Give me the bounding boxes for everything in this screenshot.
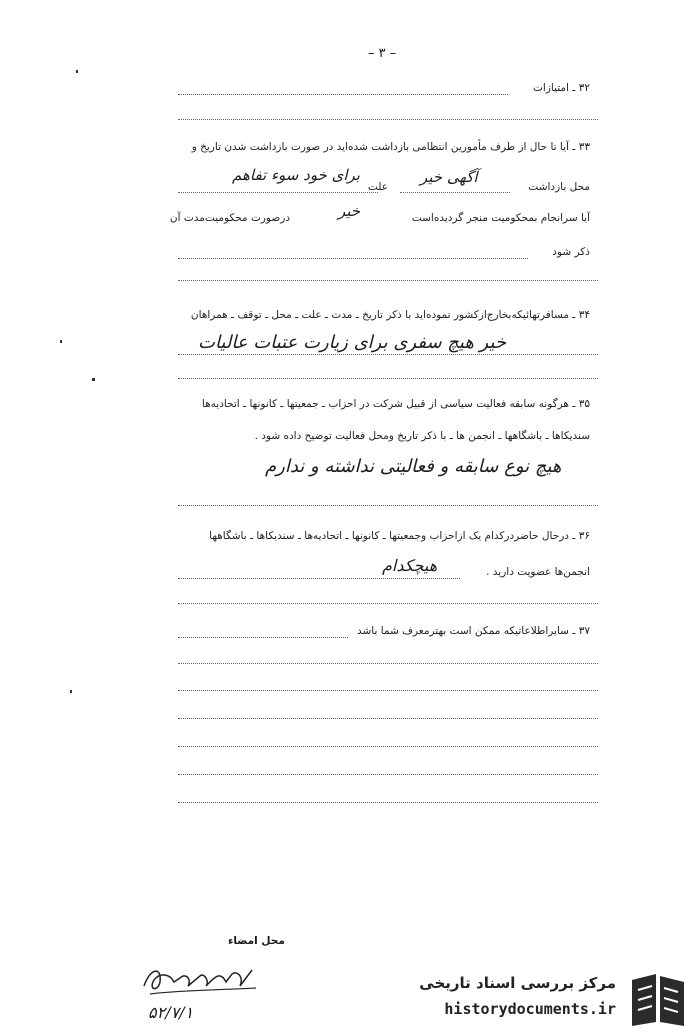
handwritten-signature	[140, 960, 260, 1000]
q37-label: ٣٧ ـ سایراطلاعاتیکه ممکن است بهترمعرف شما باشد	[356, 625, 590, 637]
q37-label-fill	[178, 637, 348, 638]
q36-line-1: ٣۶ ـ درحال حاضردرکدام یک ازاحزاب وجمعیتها ـ کانونها ـ اتحادیه‌ها ـ سندیکاها ـ باشگاهها	[209, 530, 590, 542]
q33-line-1: ٣٣ ـ آیا تا حال از طرف مأمورین انتظامی بازداشت شده‌اید در صورت بازداشت شدن تاریخ و	[191, 141, 590, 153]
signature-date: ۵۲/۷/۱	[148, 1003, 194, 1022]
q32-label: ٣٢ ـ امتیازات	[533, 82, 590, 94]
watermark	[410, 970, 690, 1030]
q35-line-2: سندیکاها ـ باشگاهها ـ انجمن ها ـ با ذکر تاریخ ومحل فعالیت توضیح داده شود .	[254, 430, 590, 442]
scan-speck	[60, 340, 62, 343]
q34-fill-line-1	[178, 354, 598, 355]
q33-line-4: ذکر شود	[552, 246, 590, 258]
q37-fill-line-5	[178, 774, 598, 775]
q37-fill-line-2	[178, 690, 598, 691]
scan-speck	[70, 690, 72, 693]
q33-place-fill	[400, 192, 510, 193]
watermark-url: historydocuments.ir	[444, 1000, 616, 1018]
q35-line-1: ٣۵ ـ هرگونه سابقه فعالیت سیاسی از قبیل شرکت در احزاب ـ جمعیتها ـ کانونها ـ اتحادیه‌ها	[201, 398, 590, 410]
q35-fill-line-1	[178, 505, 598, 506]
page-number: – ٣ –	[368, 46, 397, 61]
q33-line-3-end: درصورت محکومیت‌مدت آن	[169, 212, 290, 224]
q37-fill-line-1	[178, 663, 598, 664]
q37-fill-line-6	[178, 802, 598, 803]
q33-reason-label: علت	[367, 181, 388, 193]
q37-fill-line-3	[178, 718, 598, 719]
q36-line-2: انجمن‌ها عضویت دارید .	[486, 566, 590, 578]
q36-fill-line-1	[178, 603, 598, 604]
watermark-title: مرکز بررسی اسناد تاریخی	[419, 974, 616, 992]
signature-label: محل امضاء	[228, 935, 285, 947]
q33-line-3-start: آیا سرانجام بمحکومیت منجر گردیده‌است	[411, 212, 590, 224]
q36-answer: هیچکدام	[382, 556, 438, 575]
q37-fill-line-4	[178, 746, 598, 747]
q33-fill-line-1	[178, 258, 528, 259]
scan-speck	[92, 378, 95, 381]
q32-fill-line-1	[178, 94, 508, 95]
q33-reason-fill	[178, 192, 378, 193]
archive-logo-icon	[626, 970, 690, 1030]
q33-conviction-answer: خیر	[338, 202, 361, 220]
q33-fill-line-2	[178, 280, 598, 281]
q33-reason-answer: برای خود سوء تفاهم	[232, 166, 360, 184]
q35-answer: هیچ نوع سابقه و فعالیتی نداشته و ندارم	[265, 456, 562, 477]
q33-place-label: محل بازداشت	[528, 181, 590, 193]
q33-place-answer: آگهی خیر	[420, 168, 478, 186]
q32-fill-line-2	[178, 119, 598, 120]
q34-line-1: ٣۴ ـ مسافرتهائیکه‌بخارج‌ازکشور نموده‌اید با ذکر تاریخ ـ مدت ـ علت ـ محل ـ توقف ـ همراهان	[190, 309, 590, 321]
q36-line-2-fill	[178, 578, 460, 579]
q34-fill-line-2	[178, 378, 598, 379]
q34-answer: خیر هیچ سفری برای زیارت عتبات عالیات	[198, 332, 507, 353]
scan-speck	[76, 70, 78, 73]
